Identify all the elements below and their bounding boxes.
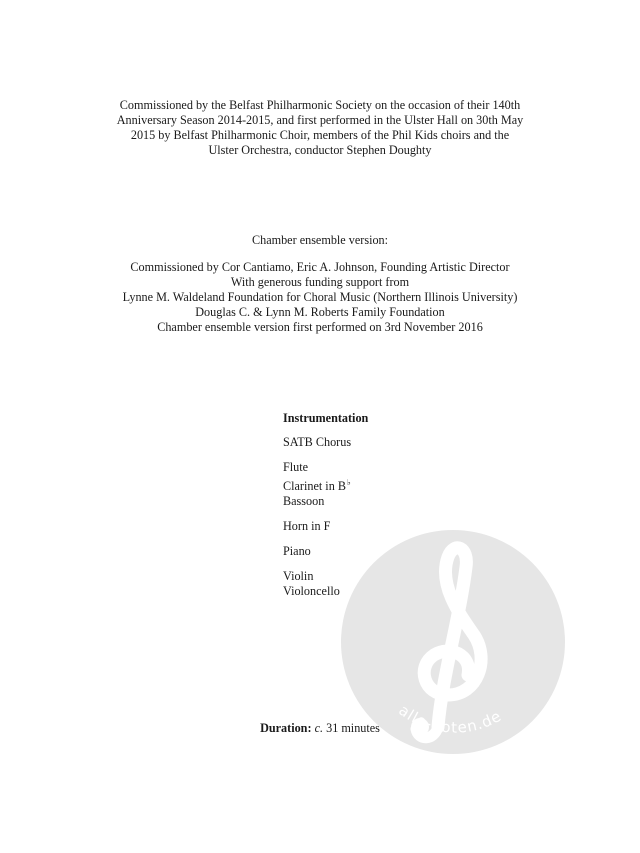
chamber-version-details bbox=[80, 260, 560, 335]
chamber-line: Commissioned by Cor Cantiamo, Eric A. Johnson, Founding Artistic Director bbox=[130, 260, 510, 274]
duration-value: 31 minutes bbox=[326, 721, 380, 735]
instrument-horn: Horn in F bbox=[283, 519, 331, 533]
duration-label: Duration: bbox=[260, 721, 312, 735]
instrument-group-woodwinds bbox=[283, 460, 368, 509]
clarinet-label: Clarinet in B bbox=[283, 479, 346, 493]
commission-line: Anniversary Season 2014-2015, and first performed in the Ulster Hall on 30th May bbox=[116, 113, 524, 127]
instrument-violin: Violin bbox=[283, 569, 314, 583]
chamber-line: Douglas C. & Lynn M. Roberts Family Foundation bbox=[195, 305, 445, 319]
chamber-line: Lynne M. Waldeland Foundation for Choral Music (Northern Illinois University) bbox=[122, 290, 518, 304]
duration-circa: c. bbox=[314, 721, 324, 735]
flat-symbol: ♭ bbox=[346, 478, 351, 487]
instrument-piano: Piano bbox=[283, 544, 311, 558]
instrumentation-heading: Instrumentation bbox=[283, 411, 369, 425]
instrument-bassoon: Bassoon bbox=[283, 494, 325, 508]
instrument-violoncello: Violoncello bbox=[283, 584, 340, 598]
instrument-flute: Flute bbox=[283, 460, 309, 474]
instrument-clarinet bbox=[283, 475, 368, 494]
commission-line: Commissioned by the Belfast Philharmonic Society on the occasion of their 140th bbox=[119, 98, 521, 112]
chamber-line: Chamber ensemble version first performed on 3rd November 2016 bbox=[157, 320, 483, 334]
chamber-line: With generous funding support from bbox=[230, 275, 410, 289]
treble-clef-watermark-icon bbox=[338, 527, 568, 757]
instrument-chorus: SATB Chorus bbox=[283, 435, 352, 449]
instrument-group-chorus bbox=[283, 435, 368, 450]
watermark-text: alle-noten.de bbox=[395, 701, 505, 737]
commission-note bbox=[80, 98, 560, 158]
commission-line: 2015 by Belfast Philharmonic Choir, members of the Phil Kids choirs and the bbox=[130, 128, 510, 142]
commission-line: Ulster Orchestra, conductor Stephen Doughty bbox=[208, 143, 432, 157]
chamber-version-heading: Chamber ensemble version: bbox=[251, 233, 389, 247]
